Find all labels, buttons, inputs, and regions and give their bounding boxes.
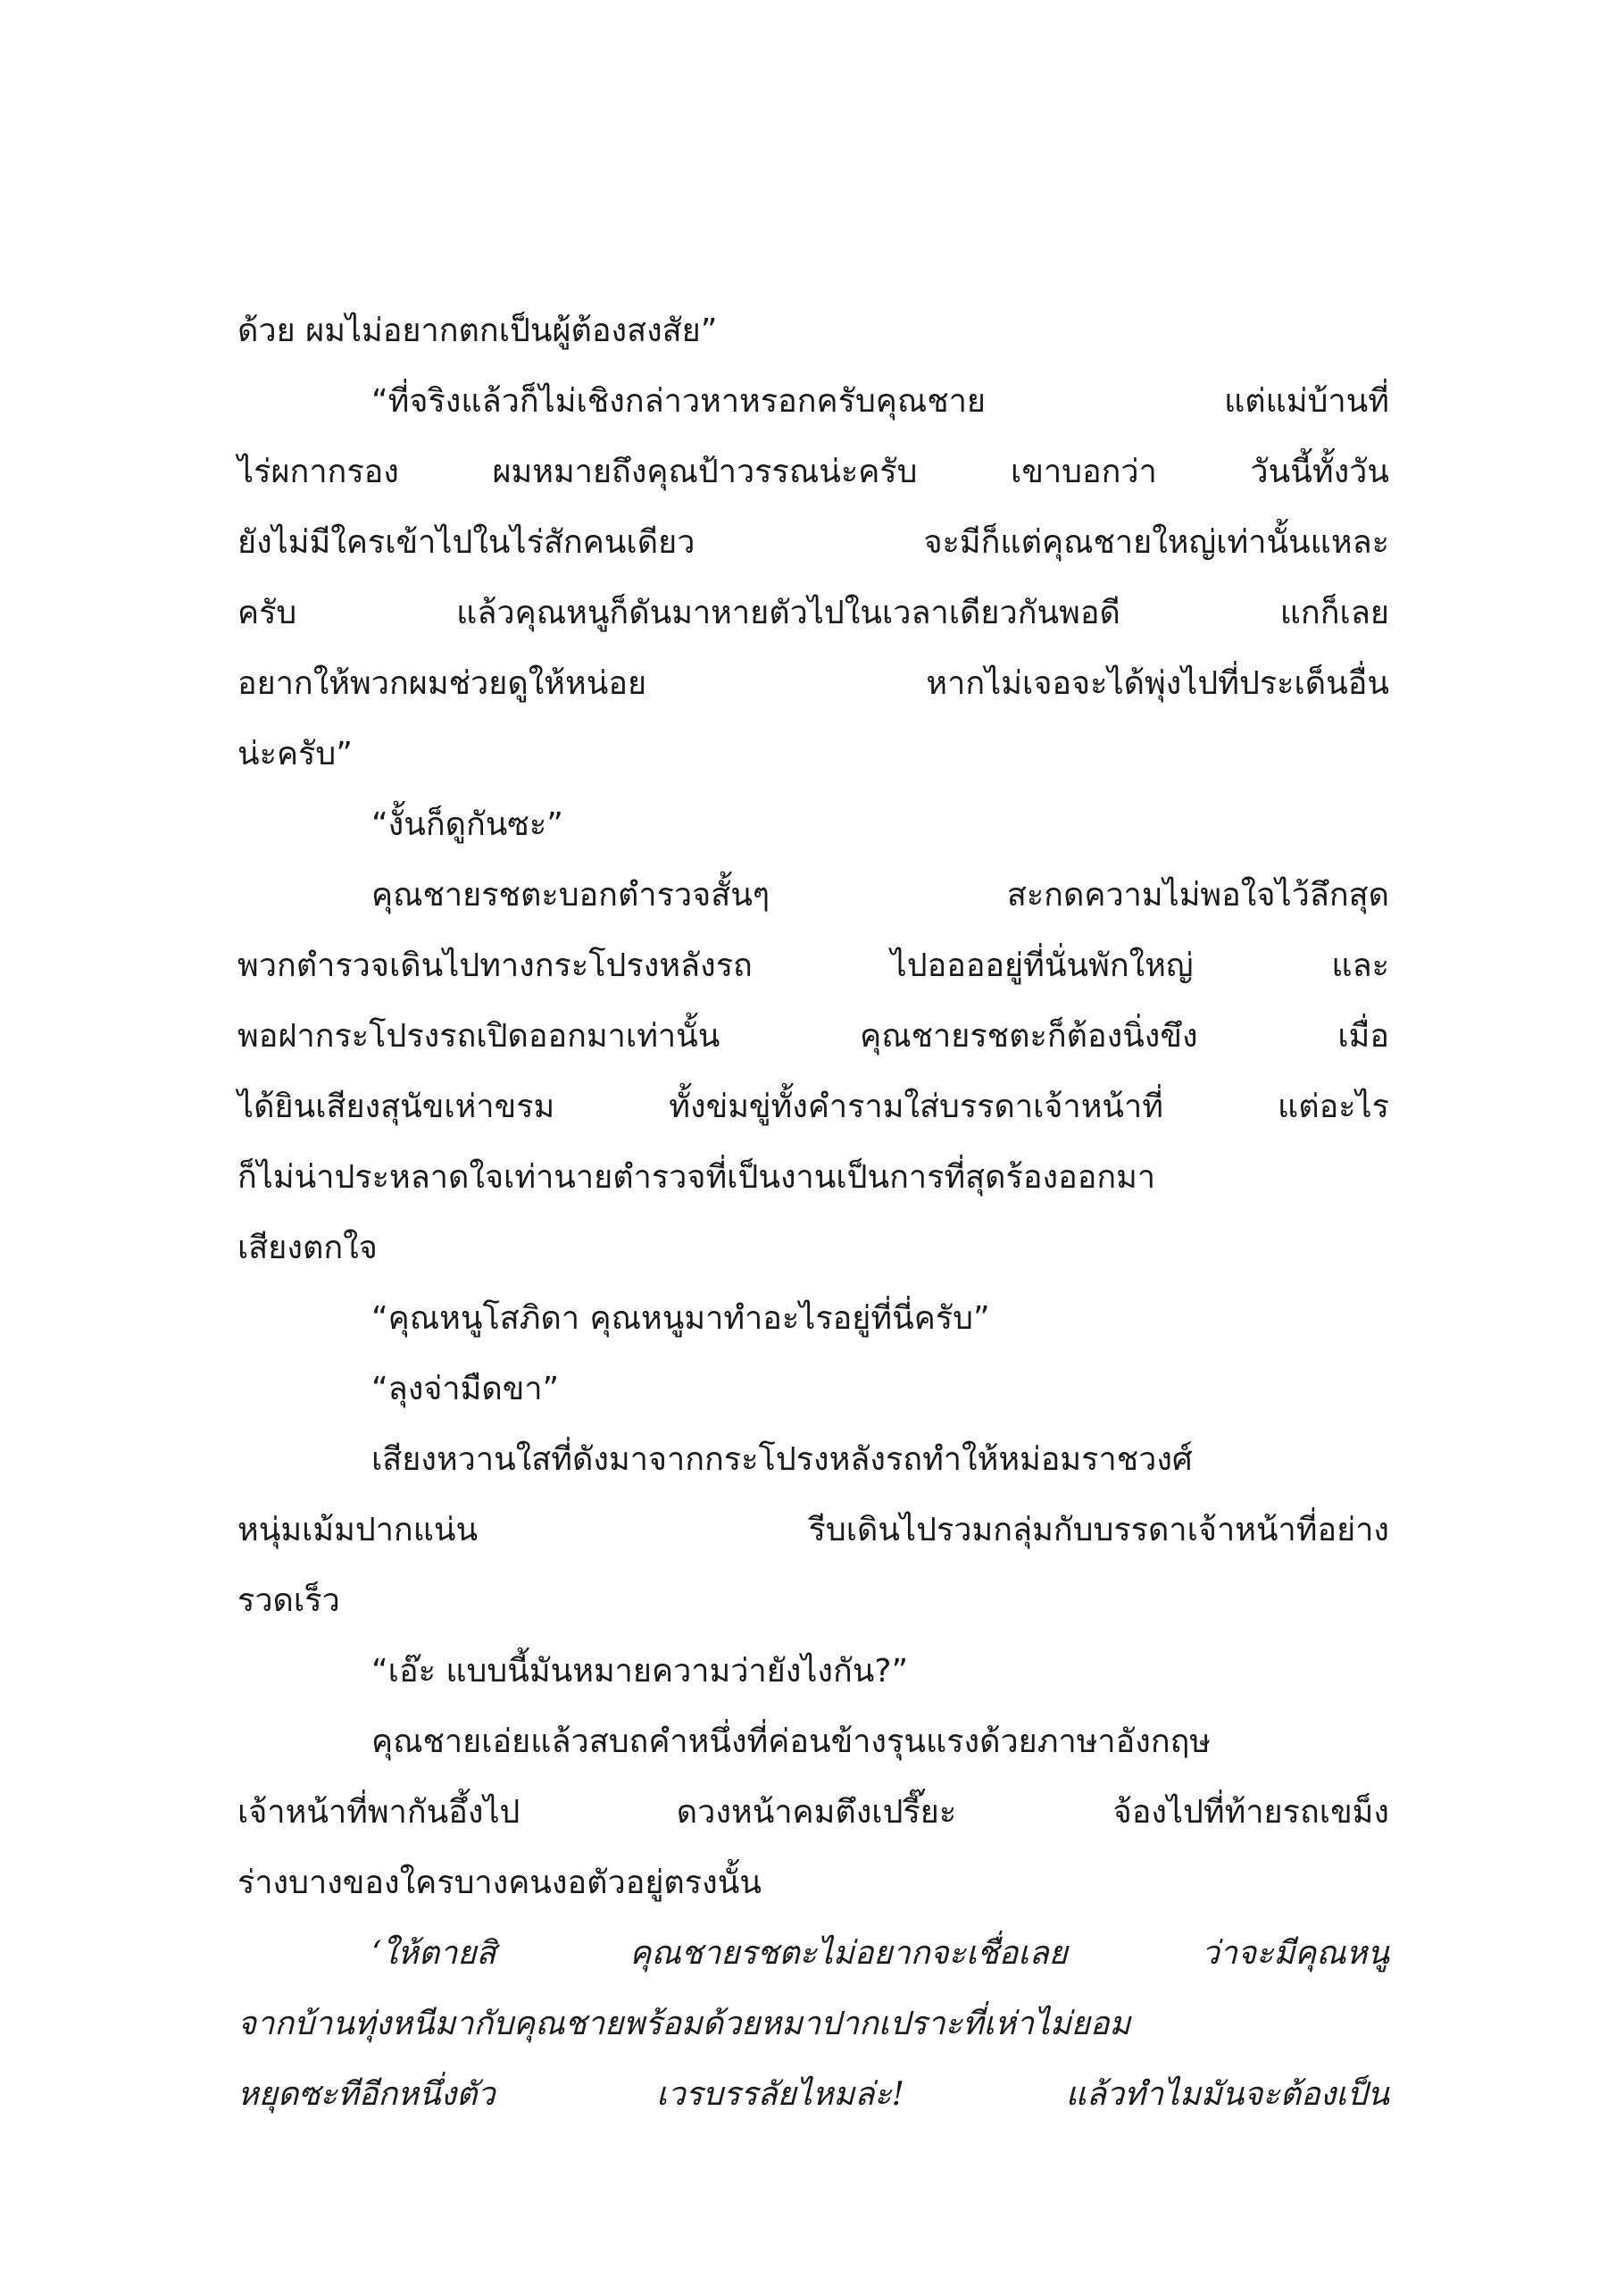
- text-line: น่ะครับ”: [237, 736, 353, 772]
- body-text: [237, 296, 1389, 2130]
- text-line: “ลุงจ่ามืดขา”: [371, 1371, 560, 1407]
- text-line: “คุณหนูโสภิดา คุณหนูมาทำอะไรอยู่ที่นี่ครับ”: [371, 1300, 990, 1337]
- text-line: หยุดซะทีอีกหนึ่งตัว เวรบรรลัยไหมล่ะ! แล้วทำไมมันจะต้องเป็น: [237, 2076, 1389, 2113]
- text-line: ครับ แล้วคุณหนูก็ดันมาหายตัวไปในเวลาเดียวกันพอดี แกก็เลย: [237, 595, 1389, 631]
- text-line: หนุ่มเม้มปากแน่น รีบเดินไปรวมกลุ่มกับบรรดาเจ้าหน้าที่อย่าง: [237, 1512, 1389, 1548]
- text-line: เจ้าหน้าที่พากันอึ้งไป ดวงหน้าคมตึงเปรี๊ยะ จ้องไปที่ท้ายรถเขม็ง: [237, 1794, 1389, 1831]
- text-line: คุณชายรชตะบอกตำรวจสั้นๆ สะกดความไม่พอใจไว้ลึกสุด: [371, 877, 1389, 914]
- text-line: ร่างบางของใครบางคนงอตัวอยู่ตรงนั้น: [237, 1865, 762, 1901]
- text-line: รวดเร็ว: [237, 1582, 340, 1619]
- text-line: เสียงตกใจ: [237, 1230, 378, 1266]
- text-line: ยังไม่มีใครเข้าไปในไร่สักคนเดียว จะมีก็แต่คุณชายใหญ่เท่านั้นแหละ: [237, 524, 1389, 561]
- text-line: ก็ไม่น่าประหลาดใจเท่านายตำรวจที่เป็นงานเป็นการที่สุดร้องออกมา: [237, 1159, 1156, 1196]
- text-line: ได้ยินเสียงสุนัขเห่าขรม ทั้งข่มขู่ทั้งคำรามใส่บรรดาเจ้าหน้าที่ แต่อะไร: [237, 1089, 1389, 1125]
- text-line: “งั้นก็ดูกันซะ”: [371, 806, 563, 843]
- text-line: ไร่ผกากรอง ผมหมายถึงคุณป้าวรรณน่ะครับ เขาบอกว่า วันนี้ทั้งวัน: [237, 454, 1389, 490]
- text-line: “ที่จริงแล้วก็ไม่เชิงกล่าวหาหรอกครับคุณชาย แต่แม่บ้านที่: [371, 383, 1389, 420]
- text-line: เสียงหวานใสที่ดังมาจากกระโปรงหลังรถทำให้หม่อมราชวงศ์: [371, 1441, 1193, 1478]
- text-line: อยากให้พวกผมช่วยดูให้หน่อย หากไม่เจอจะได้พุ่งไปที่ประเด็นอื่น: [237, 665, 1389, 702]
- text-line: คุณชายเอ่ยแล้วสบถคำหนึ่งที่ค่อนข้างรุนแรงด้วยภาษาอังกฤษ: [371, 1723, 1212, 1760]
- text-line: ด้วย ผมไม่อยากตกเป็นผู้ต้องสงสัย”: [237, 313, 718, 349]
- text-line: พอฝากระโปรงรถเปิดออกมาเท่านั้น คุณชายรชตะก็ต้องนิ่งขึง เมื่อ: [237, 1018, 1389, 1055]
- text-line: จากบ้านทุ่งหนีมากับคุณชายพร้อมด้วยหมาปากเปราะที่เห่าไม่ยอม: [237, 2006, 1131, 2042]
- text-line: พวกตำรวจเดินไปทางกระโปรงหลังรถ ไปออออยู่ที่นั่นพักใหญ่ และ: [237, 947, 1389, 984]
- text-line: ‘ให้ตายสิ คุณชายรชตะไม่อยากจะเชื่อเลย ว่าจะมีคุณหนู: [371, 1935, 1389, 1972]
- text-line: “เอ๊ะ แบบนี้มันหมายความว่ายังไงกัน?”: [371, 1653, 909, 1690]
